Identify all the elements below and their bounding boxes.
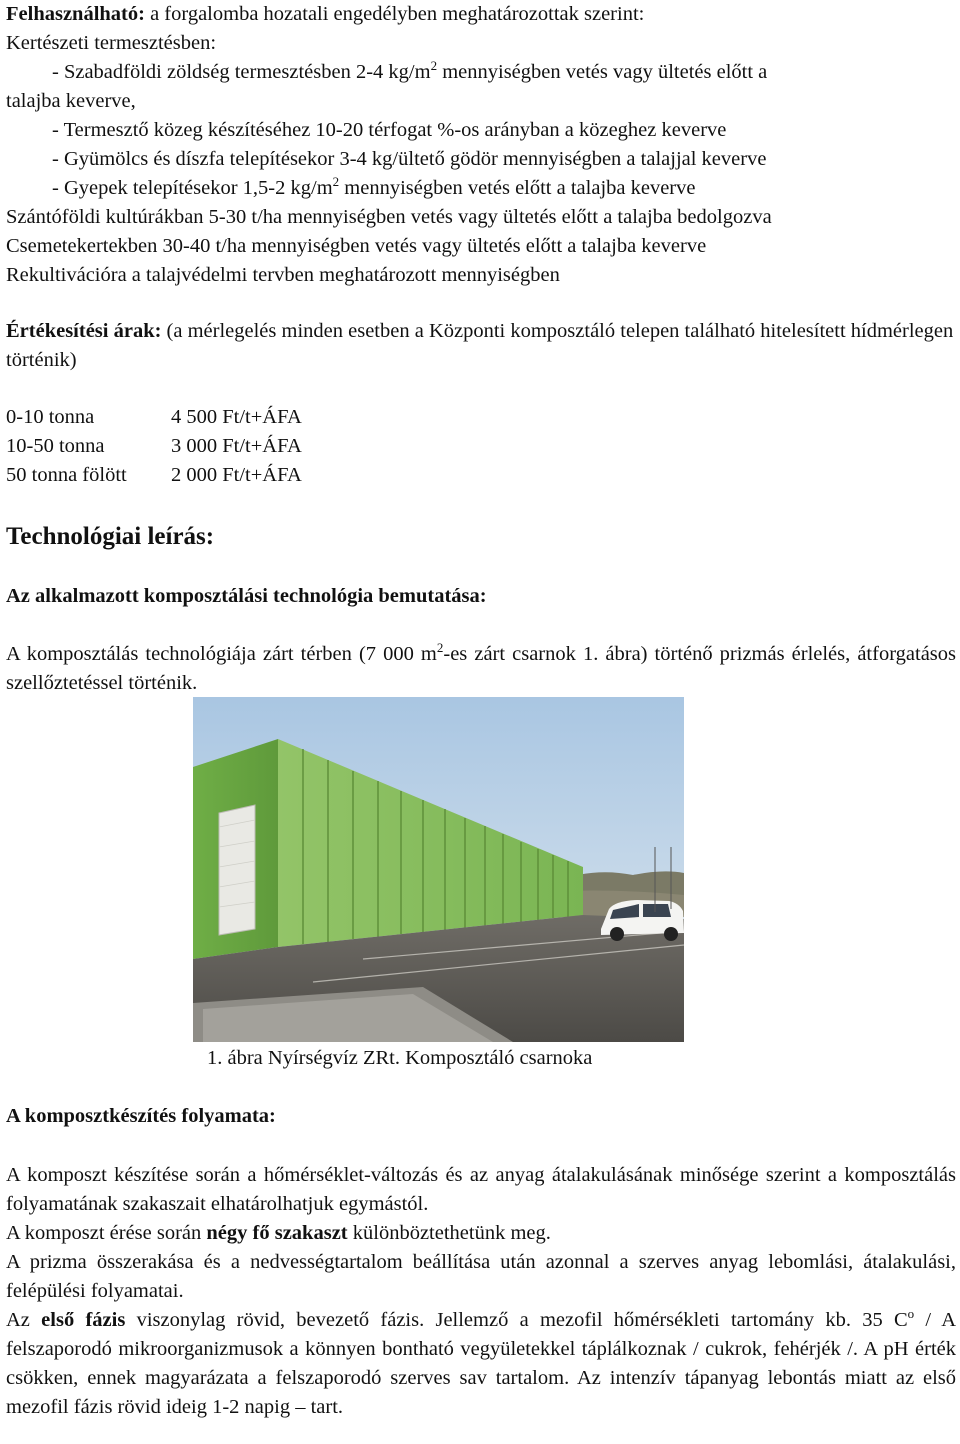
usage-line: Rekultivációra a talajvédelmi tervben meghatározott mennyiségben bbox=[6, 264, 560, 286]
price-qty: 50 tonna fölött bbox=[6, 464, 127, 486]
prices-section bbox=[6, 317, 956, 375]
garden-intro: Kertészeti termesztésben: bbox=[6, 32, 217, 54]
usage-bullet: - Gyepek telepítésekor 1,5-2 $kg/m^2$ mennyiségben vetés előtt a talajba keverve bbox=[52, 174, 696, 199]
price-row bbox=[6, 461, 956, 490]
usage-bullet: - Termesztő közeg készítéséhez 10-20 térfogat %-os arányban a közeghez keverve bbox=[52, 119, 727, 141]
usage-section bbox=[6, 0, 956, 290]
price-row bbox=[6, 403, 956, 432]
prices-intro bbox=[6, 317, 956, 375]
price-value: 4 500 Ft/t+ÁFA bbox=[171, 406, 302, 428]
price-qty: 10-50 tonna bbox=[6, 435, 105, 457]
usage-bullet-continuation: talajba keverve, bbox=[6, 90, 136, 112]
process-paragraph: Az első fázis viszonylag rövid, bevezető fázis. Jellemző a mezofil hőmérsékleti tartomány kb. 35 $C^o$ / A felszaporodó mikroorganizmusok a könnyen bontható vegyületekkel táplálkoznak / cukrok, fehérjék /. A pH érték csökken, ennek magyarázata a felszaporodó szerves sav tartalom. Az intenzív tápanyag lebontás miatt az első mezofil fázis rövid ideig 1-2 napig – tart. bbox=[6, 1306, 957, 1418]
usage-line: Szántóföldi kultúrákban 5-30 t/ha mennyiségben vetés vagy ültetés előtt a talajba bedolgozva bbox=[6, 206, 772, 228]
price-row bbox=[6, 432, 956, 461]
tech-paragraph: A komposztálás technológiája zárt térben (7 000 $m^2-es$ zárt csarnok 1. ábra) történő prizmás érlelés, átforgatásos szellőztetéssel történik. bbox=[6, 640, 957, 694]
usage-bullet: - Szabadföldi zöldség termesztésben 2-4 $kg/m^2$ mennyiségben vetés vagy ültetés előtt a bbox=[52, 58, 768, 83]
usage-bullet: - Gyümölcs és díszfa telepítésekor 3-4 kg/ültető gödör mennyiségben a talajjal keverve bbox=[52, 148, 767, 170]
process-paragraph: A prizma összerakása és a nedvességtartalom beállítása után azonnal a szerves anyag lebomlási, átalakulási, felépülési folyamatai. bbox=[6, 1251, 956, 1302]
tech-subheading: Az alkalmazott komposztálási technológia bemutatása: bbox=[6, 585, 487, 607]
process-heading-block bbox=[6, 1102, 956, 1131]
usage-line: Csemetekertekben 30-40 t/ha mennyiségben vetés vagy ültetés előtt a talajba keverve bbox=[6, 235, 707, 257]
price-value: 3 000 Ft/t+ÁFA bbox=[171, 435, 302, 457]
process-paragraph: A komposzt érése során négy fő szakaszt különböztethetünk meg. bbox=[6, 1222, 551, 1244]
compost-hall-photo bbox=[193, 697, 684, 1042]
prices-label: Értékesítési árak: bbox=[6, 320, 162, 342]
process-paragraph: A komposzt készítése során a hőmérséklet-változás és az anyag átalakulásának minősége szerint a komposztálás folyamatának szakaszait elhatárolhatjuk egymástól. bbox=[6, 1164, 956, 1215]
process-heading: A komposztkészítés folyamata: bbox=[6, 1105, 276, 1127]
usage-text: a forgalomba hozatali engedélyben meghatározottak szerint: bbox=[144, 3, 645, 25]
tech-subheading-block bbox=[6, 582, 956, 611]
photo-caption: 1. ábra Nyírségvíz ZRt. Komposztáló csarnoka bbox=[207, 1047, 593, 1069]
price-qty: 0-10 tonna bbox=[6, 406, 95, 428]
usage-label: Felhasználható: bbox=[6, 3, 145, 25]
process-body bbox=[6, 1161, 956, 1422]
price-value: 2 000 Ft/t+ÁFA bbox=[171, 464, 302, 486]
prices-text: (a mérlegelés minden esetben a Központi komposztáló telepen található hitelesített hídmérlegen történik) bbox=[6, 320, 954, 371]
price-table bbox=[6, 403, 956, 490]
tech-heading: Technológiai leírás: bbox=[6, 523, 215, 550]
usage-line bbox=[6, 0, 956, 29]
